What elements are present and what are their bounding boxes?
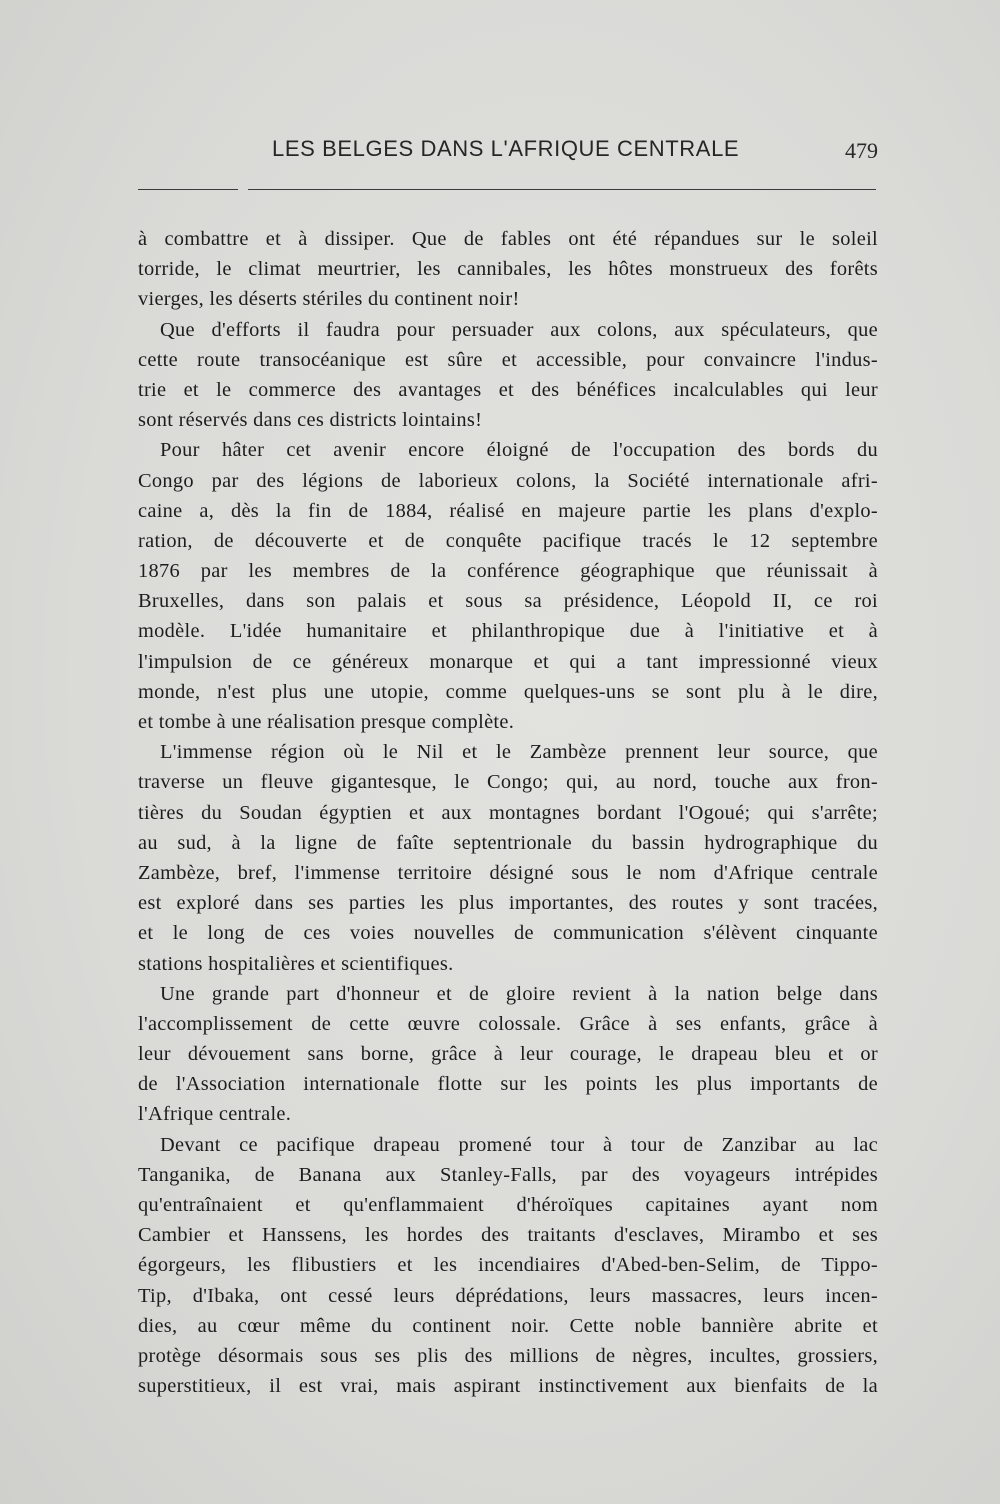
- running-title: LES BELGES DANS L'AFRIQUE CENTRALE: [272, 136, 740, 161]
- text-line: modèle. L'idée humanitaire et philanthropique due à l'initiative et à: [138, 620, 878, 643]
- text-line: 1876 par les membres de la conférence géographique que réunissait à: [138, 560, 878, 583]
- text-line: cette route transocéanique est sûre et accessible, pour convaincre l'indus-: [138, 348, 878, 371]
- text-line: Pour hâter cet avenir encore éloigné de l'occupation des bords du: [160, 439, 878, 462]
- text-line: Devant ce pacifique drapeau promené tour à tour de Zanzibar au lac: [160, 1133, 878, 1156]
- header-rule-long: [248, 189, 876, 190]
- text-line: ration, de découverte et de conquête pacifique tracés le 12 septembre: [138, 529, 878, 552]
- text-line: torride, le climat meurtrier, les cannibales, les hôtes monstrueux des forêts: [138, 258, 878, 281]
- running-header: [138, 136, 882, 170]
- text-line: au sud, à la ligne de faîte septentrionale du bassin hydrographique du: [138, 831, 878, 854]
- text-line: l'accomplissement de cette œuvre colossale. Grâce à ses enfants, grâce à: [138, 1012, 878, 1035]
- text-line: tières du Soudan égyptien et aux montagnes bordant l'Ogoué; qui s'arrête;: [138, 801, 878, 824]
- text-line: à combattre et à dissiper. Que de fables ont été répandues sur le soleil: [138, 228, 878, 250]
- text-line: leur dévouement sans borne, grâce à leur courage, le drapeau bleu et or: [138, 1043, 878, 1066]
- text-line: Que d'efforts il faudra pour persuader aux colons, aux spéculateurs, que: [160, 318, 878, 341]
- text-line: Cambier et Hanssens, les hordes des traitants d'esclaves, Mirambo et ses: [138, 1224, 878, 1247]
- text-line: Tip, d'Ibaka, ont cessé leurs déprédations, leurs massacres, leurs incen-: [138, 1284, 878, 1307]
- text-line: Zambèze, bref, l'immense territoire désigné sous le nom d'Afrique centrale: [138, 861, 878, 884]
- text-line: superstitieux, il est vrai, mais aspirant instinctivement aux bienfaits de la: [138, 1375, 878, 1398]
- text-line: traverse un fleuve gigantesque, le Congo; qui, au nord, touche aux fron-: [138, 771, 878, 794]
- text-line: égorgeurs, les flibustiers et les incendiaires d'Abed-ben-Selim, de Tippo-: [138, 1254, 878, 1277]
- text-line: l'impulsion de ce généreux monarque et qui a tant impressionné vieux: [138, 650, 878, 673]
- text-line: qu'entraînaient et qu'enflammaient d'héroïques capitaines ayant nom: [138, 1194, 878, 1216]
- text-line: et le long de ces voies nouvelles de communication s'élèvent cinquante: [138, 922, 878, 945]
- text-line: protège désormais sous ses plis des millions de nègres, incultes, grossiers,: [138, 1344, 878, 1367]
- header-rule-short: [138, 189, 238, 190]
- text-line: et tombe à une réalisation presque complète.: [138, 711, 515, 733]
- page-number: 479: [845, 138, 878, 163]
- text-line: vierges, les déserts stériles du continent noir!: [138, 288, 520, 311]
- text-line: caine a, dès la fin de 1884, réalisé en majeure partie les plans d'explo-: [138, 499, 878, 522]
- text-line: trie et le commerce des avantages et des bénéfices incalculables qui leur: [138, 378, 878, 401]
- text-line: monde, n'est plus une utopie, comme quelques-uns se sont plu à le dire,: [138, 680, 878, 703]
- text-line: stations hospitalières et scientifiques.: [138, 952, 454, 975]
- text-line: l'Afrique centrale.: [138, 1103, 292, 1126]
- body-text: [138, 224, 878, 1401]
- text-line: Tanganika, de Banana aux Stanley-Falls, par des voyageurs intrépides: [138, 1163, 878, 1186]
- text-line: Bruxelles, dans son palais et sous sa présidence, Léopold II, ce roi: [138, 590, 878, 613]
- text-line: Congo par des légions de laborieux colons, la Société internationale afri-: [138, 469, 878, 492]
- text-line: de l'Association internationale flotte sur les points les plus importants de: [138, 1073, 878, 1096]
- text-line: dies, au cœur même du continent noir. Cette noble bannière abrite et: [138, 1314, 878, 1337]
- text-line: sont réservés dans ces districts lointains!: [138, 409, 483, 432]
- text-line: est exploré dans ses parties les plus importantes, des routes y sont tracées,: [138, 892, 878, 915]
- text-line: L'immense région où le Nil et le Zambèze prennent leur source, que: [160, 741, 878, 764]
- text-line: Une grande part d'honneur et de gloire revient à la nation belge dans: [160, 982, 878, 1005]
